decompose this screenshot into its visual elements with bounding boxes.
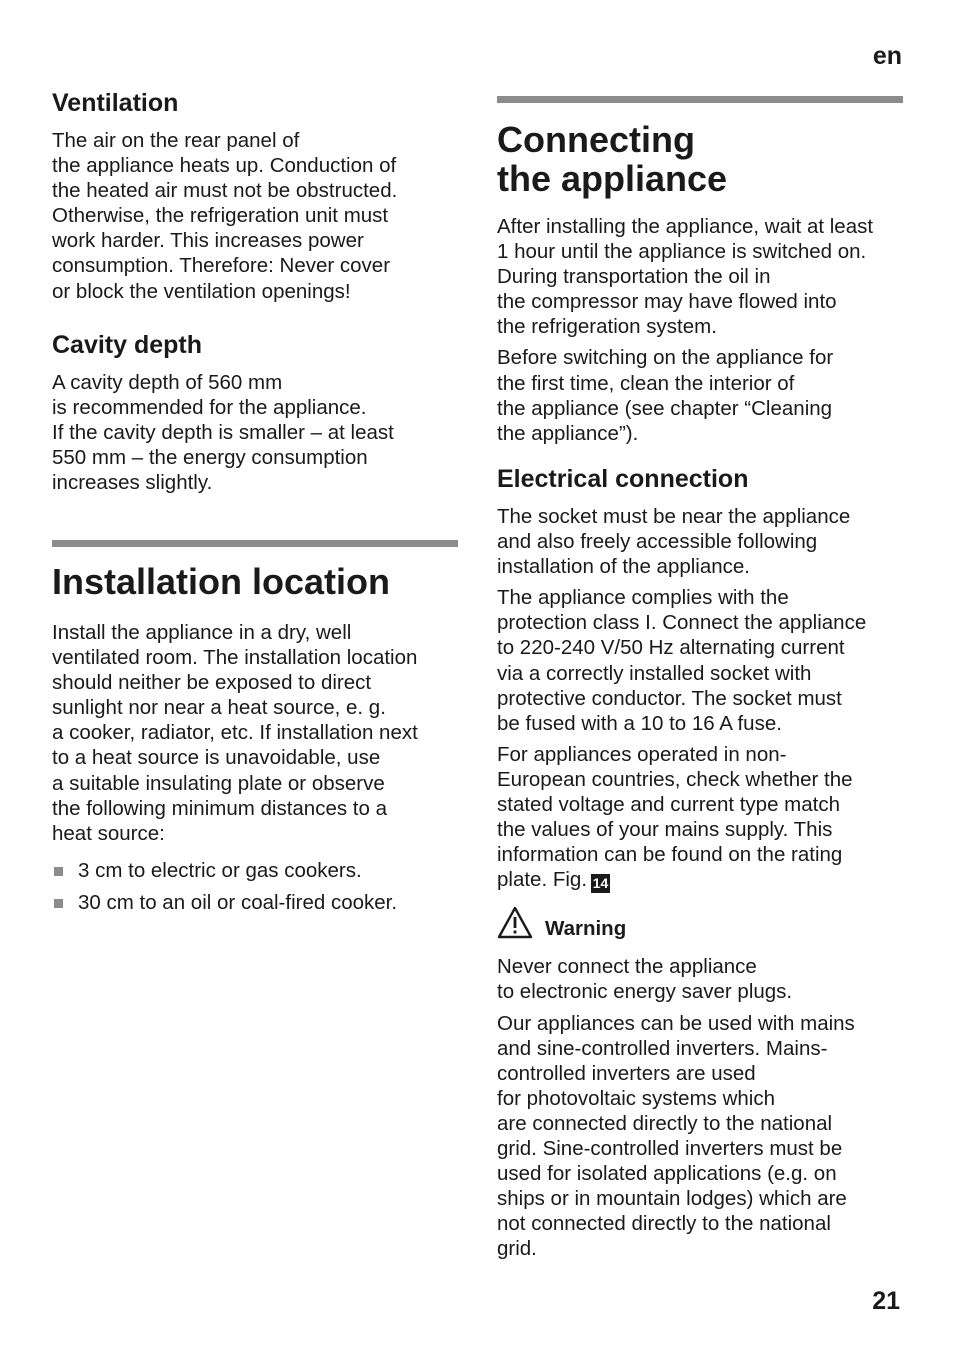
text-line: the appliance heats up. Conduction of bbox=[52, 154, 397, 178]
text-line: increases slightly. bbox=[52, 471, 213, 495]
text-line: should neither be exposed to direct bbox=[52, 671, 372, 695]
text-line: For appliances operated in non- bbox=[497, 742, 787, 766]
text-line: the compressor may have flowed into bbox=[497, 290, 837, 314]
text-line: Never connect the appliance bbox=[497, 955, 757, 979]
text-line: If the cavity depth is smaller – at least bbox=[52, 421, 394, 445]
cavity-depth-section bbox=[52, 330, 460, 495]
bullet-square-icon bbox=[54, 867, 63, 876]
text-line: protection class I. Connect the appliance bbox=[497, 611, 867, 635]
text-line: The socket must be near the appliance bbox=[497, 505, 851, 528]
text-line: to a heat source is unavoidable, use bbox=[52, 746, 381, 770]
text-line: 1 hour until the appliance is switched on. bbox=[497, 240, 867, 264]
electrical-section bbox=[497, 464, 907, 1261]
text-line: the first time, clean the interior of bbox=[497, 371, 795, 395]
text-line: via a correctly installed socket with bbox=[497, 661, 812, 685]
text-line: grid. bbox=[497, 1237, 537, 1261]
installation-section bbox=[52, 540, 458, 922]
language-label: en bbox=[872, 42, 902, 70]
text-line: 550 mm – the energy consumption bbox=[52, 446, 368, 470]
text-line: the appliance”). bbox=[497, 421, 639, 445]
text-line: the refrigeration system. bbox=[497, 315, 717, 339]
page-number: 21 bbox=[872, 1287, 900, 1315]
list-item: 30 cm to an oil or coal-fired cooker. bbox=[52, 890, 458, 915]
ventilation-section bbox=[52, 88, 460, 304]
text-line: After installing the appliance, wait at least bbox=[497, 215, 874, 238]
text-line: and sine-controlled inverters. Mains- bbox=[497, 1036, 828, 1060]
text-line: not connected directly to the national bbox=[497, 1212, 831, 1236]
warning-text bbox=[497, 954, 907, 1004]
figure-reference-badge: 14 bbox=[592, 875, 609, 892]
text-line: information can be found on the rating bbox=[497, 843, 843, 867]
installation-heading: Installation location bbox=[52, 561, 391, 602]
text-line: installation of the appliance. bbox=[497, 555, 751, 579]
text-line: Before switching on the appliance for bbox=[497, 346, 834, 370]
text-line: sunlight nor near a heat source, e. g. bbox=[52, 696, 386, 720]
connecting-text-1 bbox=[497, 214, 903, 339]
text-line: to 220-240 V/50 Hz alternating current bbox=[497, 636, 845, 660]
text-line: the appliance (see chapter “Cleaning bbox=[497, 396, 833, 420]
bullet-square-icon bbox=[54, 899, 63, 908]
distance-list bbox=[52, 858, 458, 915]
text-line: the values of your mains supply. This bbox=[497, 818, 833, 842]
text-line: for photovoltaic systems which bbox=[497, 1086, 776, 1110]
text-line: are connected directly to the national bbox=[497, 1111, 833, 1135]
section-rule bbox=[497, 96, 903, 103]
text-line: a suitable insulating plate or observe bbox=[52, 771, 385, 795]
text-line: or block the ventilation openings! bbox=[52, 279, 351, 303]
text-line: consumption. Therefore: Never cover bbox=[52, 254, 391, 278]
text-line: be fused with a 10 to 16 A fuse. bbox=[497, 711, 782, 735]
electrical-text-3: For appliances operated in non- European countries, check whether the stated voltage and current type match the values of your mains supply. This information can be found on the rating plate. Fig. 14 bbox=[497, 742, 853, 892]
text-line: European countries, check whether the bbox=[497, 767, 853, 791]
text-line: Otherwise, the refrigeration unit must bbox=[52, 204, 389, 228]
text-line: Our appliances can be used with mains bbox=[497, 1011, 855, 1035]
warning-header bbox=[497, 906, 907, 940]
text-line: Install the appliance in a dry, well bbox=[52, 621, 352, 644]
electrical-heading: Electrical connection bbox=[497, 465, 749, 493]
text-line: controlled inverters are used bbox=[497, 1061, 756, 1085]
text-line: During transportation the oil in bbox=[497, 265, 771, 289]
text-line: a cooker, radiator, etc. If installation next bbox=[52, 721, 418, 745]
electrical-text-1 bbox=[497, 504, 907, 579]
connecting-section bbox=[497, 96, 903, 446]
cavity-depth-heading: Cavity depth bbox=[52, 331, 203, 359]
warning-title: Warning bbox=[545, 917, 627, 941]
text-line: The air on the rear panel of bbox=[52, 129, 300, 152]
list-item: 3 cm to electric or gas cookers. bbox=[52, 858, 458, 883]
connecting-text-2 bbox=[497, 345, 903, 445]
warning-triangle-icon bbox=[497, 906, 533, 940]
cavity-depth-text bbox=[52, 370, 460, 495]
text-line: and also freely accessible following bbox=[497, 530, 818, 554]
text-line: ventilated room. The installation location bbox=[52, 646, 418, 670]
electrical-text-2 bbox=[497, 585, 907, 736]
electrical-text-4 bbox=[497, 1011, 907, 1262]
text-line: used for isolated applications (e.g. on bbox=[497, 1162, 837, 1186]
text-line: work harder. This increases power bbox=[52, 229, 364, 253]
text-line: is recommended for the appliance. bbox=[52, 396, 367, 420]
text-line: the following minimum distances to a bbox=[52, 796, 387, 820]
section-rule bbox=[52, 540, 458, 547]
connecting-heading: Connecting the appliance bbox=[497, 119, 728, 199]
text-line: to electronic energy saver plugs. bbox=[497, 980, 793, 1004]
text-line: the heated air must not be obstructed. bbox=[52, 179, 398, 203]
text-line: stated voltage and current type match bbox=[497, 793, 841, 817]
text-line: The appliance complies with the bbox=[497, 586, 789, 610]
text-line: ships or in mountain lodges) which are bbox=[497, 1187, 847, 1211]
text-line: protective conductor. The socket must bbox=[497, 686, 842, 710]
ventilation-heading: Ventilation bbox=[52, 89, 179, 117]
text-line: grid. Sine-controlled inverters must be bbox=[497, 1136, 843, 1160]
text-line: A cavity depth of 560 mm bbox=[52, 371, 283, 394]
text-line: heat source: bbox=[52, 821, 165, 845]
ventilation-text bbox=[52, 128, 460, 304]
installation-text bbox=[52, 620, 458, 846]
